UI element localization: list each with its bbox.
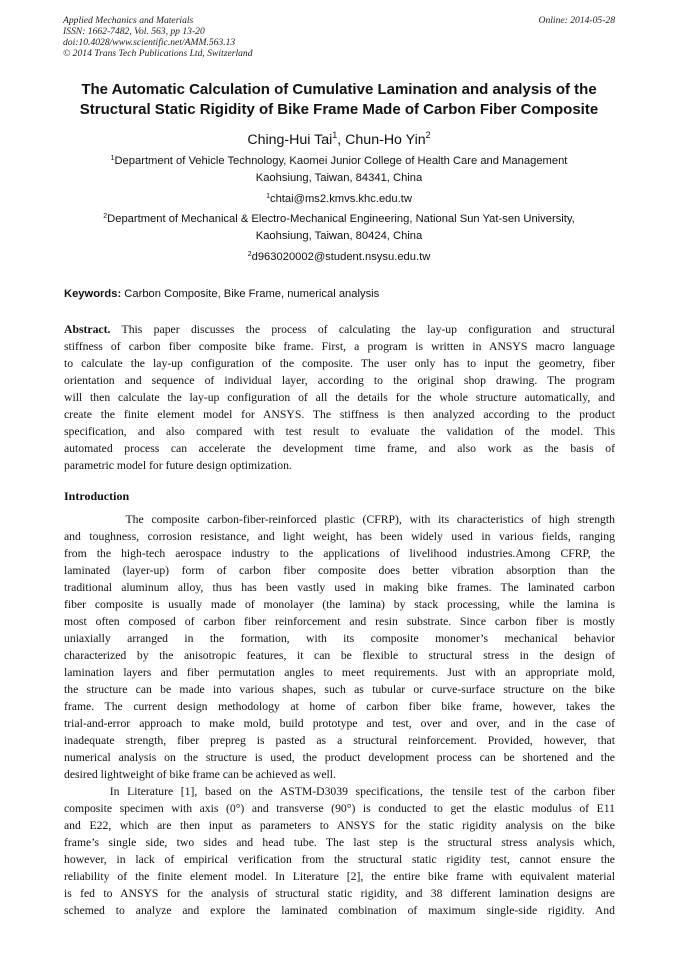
- keywords-text: Carbon Composite, Bike Frame, numerical analysis: [121, 288, 380, 300]
- intro-line: lamination layers and fiber permutation angles to meet requirements. Just with an appropriate mold,: [64, 666, 615, 679]
- email-2-sup: 2: [247, 251, 252, 258]
- intro-line: schemed to analyze and explore the laminated combination of maximum single-side rigidity. And: [64, 904, 615, 917]
- abstract-line: to calculate the lay-up configuration of the composite. The user only has to input the geometry, fiber: [64, 357, 615, 370]
- intro-line: desired lightweight of bike frame can be achieved as well.: [64, 768, 336, 781]
- introduction-body: [64, 511, 615, 919]
- abstract-line: orientation and sequence of individual layer, according to the original shop drawing. The program: [64, 374, 615, 387]
- affiliation-1-text: Department of Vehicle Technology, Kaomei Junior College of Health Care and Management: [114, 155, 568, 167]
- author-2: Chun-Ho Yin: [345, 132, 426, 148]
- affiliation-1: [40, 153, 638, 187]
- abstract-line: parametric model for future design optimization.: [64, 459, 292, 472]
- abstract-line: create the finite element model for ANSYS. The stiffness is then analyzed according to the product: [64, 408, 615, 421]
- affiliation-1-sup: 1: [110, 155, 115, 162]
- intro-line: uniaxially arranged in the formation, with its composite monomer’s mechanical behavior: [64, 632, 615, 645]
- author-separator: ,: [337, 132, 346, 148]
- author-2-sup: 2: [425, 130, 431, 140]
- intro-line: composite specimen with axis (0°) and transverse (90°) is conducted to get the elastic modulus of E11: [64, 802, 615, 815]
- email-1: [40, 191, 638, 208]
- doi-line[interactable]: doi:10.4028/www.scientific.net/AMM.563.13: [63, 37, 236, 48]
- abstract-label: Abstract.: [64, 323, 111, 336]
- intro-line: numerical analysis on the structure is used, the product development process can be shortened and the: [64, 751, 615, 764]
- intro-line: and E22, which are then input as parameters to ANSYS for the static rigidity analysis on the bike: [64, 819, 615, 832]
- abstract-line: stiffness of carbon fiber composite bike frame. First, a program is written in ANSYS macro language: [64, 340, 615, 353]
- intro-line: however, in lack of empirical verification from the structural static rigidity test, cannot ensure the: [64, 853, 615, 866]
- affiliation-1-line-1: [40, 153, 638, 170]
- author-list: [60, 131, 618, 149]
- abstract-line: will then calculate the lay-up configuration of all the details for the whole structure automatically, and: [64, 391, 615, 404]
- email-2-line: [40, 249, 638, 266]
- intro-line: is fed to ANSYS for the analysis of structural static rigidity, and 38 different lamination designs are: [64, 887, 615, 900]
- affiliation-1-line-2: Kaohsiung, Taiwan, 84341, China: [255, 172, 423, 184]
- intro-line: laminated (layer-up) form of carbon fiber composite does better vibration absorption than the: [64, 564, 615, 577]
- email-1-sup: 1: [266, 193, 270, 200]
- email-2: [40, 249, 638, 266]
- abstract-line: automated process can accelerate the development time frame, and also work as the basis of: [64, 442, 615, 455]
- intro-line: from the high-tech aerospace industry to the applications of livelihood industries.Among CFRP, the: [64, 547, 615, 560]
- copyright-line: © 2014 Trans Tech Publications Ltd, Switzerland: [63, 48, 253, 59]
- intro-line: the structure can be made into various shapes, such as tubular or curve-surface structure on the bike: [64, 683, 615, 696]
- abstract: [64, 321, 615, 474]
- intro-line: inadequate strength, fiber prepreg is pasted as a structural reinforcement. Provided, however, that: [64, 734, 615, 747]
- intro-line: traditional aluminum alloy, thus has been vastly used in making bike frames. The laminated carbon: [64, 581, 615, 594]
- abstract-line-text: This paper discusses the process of calculating the lay-up configuration and structural: [110, 323, 615, 336]
- title-line-1: The Automatic Calculation of Cumulative Lamination and analysis of the: [81, 81, 597, 98]
- online-date: Online: 2014-05-28: [538, 15, 615, 26]
- intro-line: most often composed of carbon fiber reinforcement and resin substrate. Since carbon fiber is mostly: [64, 615, 615, 628]
- keywords: [64, 286, 616, 302]
- intro-line: trial-and-error approach to make mold, build prototype and test, over and over, and in the case of: [64, 717, 615, 730]
- issn-line: ISSN: 1662-7482, Vol. 563, pp 13-20: [63, 26, 205, 37]
- author-1: Ching-Hui Tai: [247, 132, 333, 148]
- title-line-2: Structural Static Rigidity of Bike Frame Made of Carbon Fiber Composite: [79, 101, 599, 118]
- intro-line: characterized by the anisotropic features, it can be flexible to structural stress in the design of: [64, 649, 615, 662]
- keywords-label: Keywords:: [64, 288, 122, 300]
- affiliation-2-line-2: Kaohsiung, Taiwan, 80424, China: [255, 230, 423, 242]
- intro-line: fiber composite is usually made of monolayer (the lamina) by stack processing, while the lamina is: [64, 598, 615, 611]
- intro-line: In Literature [1], based on the ASTM-D3039 specifications, the tensile test of the carbon fiber: [64, 785, 615, 798]
- paper-title: [60, 80, 618, 120]
- intro-line: and toughness, corrosion resistance, and light weight, has been widely used in various fields, ranging: [64, 530, 615, 543]
- affiliation-2-sup: 2: [103, 213, 108, 220]
- email-1-address[interactable]: chtai@ms2.kmvs.khc.edu.tw: [269, 193, 412, 205]
- affiliation-2-line-1: [40, 211, 638, 228]
- affiliation-2: [40, 211, 638, 245]
- intro-line: frame. The current design methodology at home of carbon fiber bike frame, however, takes the: [64, 700, 615, 713]
- abstract-line: specification, and also compared with test result to evaluate the validation of the model. This: [64, 425, 615, 438]
- introduction-heading: Introduction: [64, 489, 130, 503]
- intro-line: frame’s single side, two sides and head tube. The last step is the structural stress analysis which,: [64, 836, 615, 849]
- abstract-line: [64, 321, 615, 338]
- email-1-line: [40, 191, 638, 208]
- intro-line: reliability of the finite element model. In Literature [2], the entire bike frame with equivalent material: [64, 870, 615, 883]
- affiliation-2-text: Department of Mechanical & Electro-Mechanical Engineering, National Sun Yat-sen University,: [107, 213, 575, 225]
- email-2-address[interactable]: d963020002@student.nsysu.edu.tw: [251, 251, 431, 263]
- intro-line: The composite carbon-fiber-reinforced plastic (CFRP), with its characteristics of high strength: [64, 513, 615, 526]
- journal-name: Applied Mechanics and Materials: [63, 15, 194, 26]
- author-1-sup: 1: [332, 130, 338, 140]
